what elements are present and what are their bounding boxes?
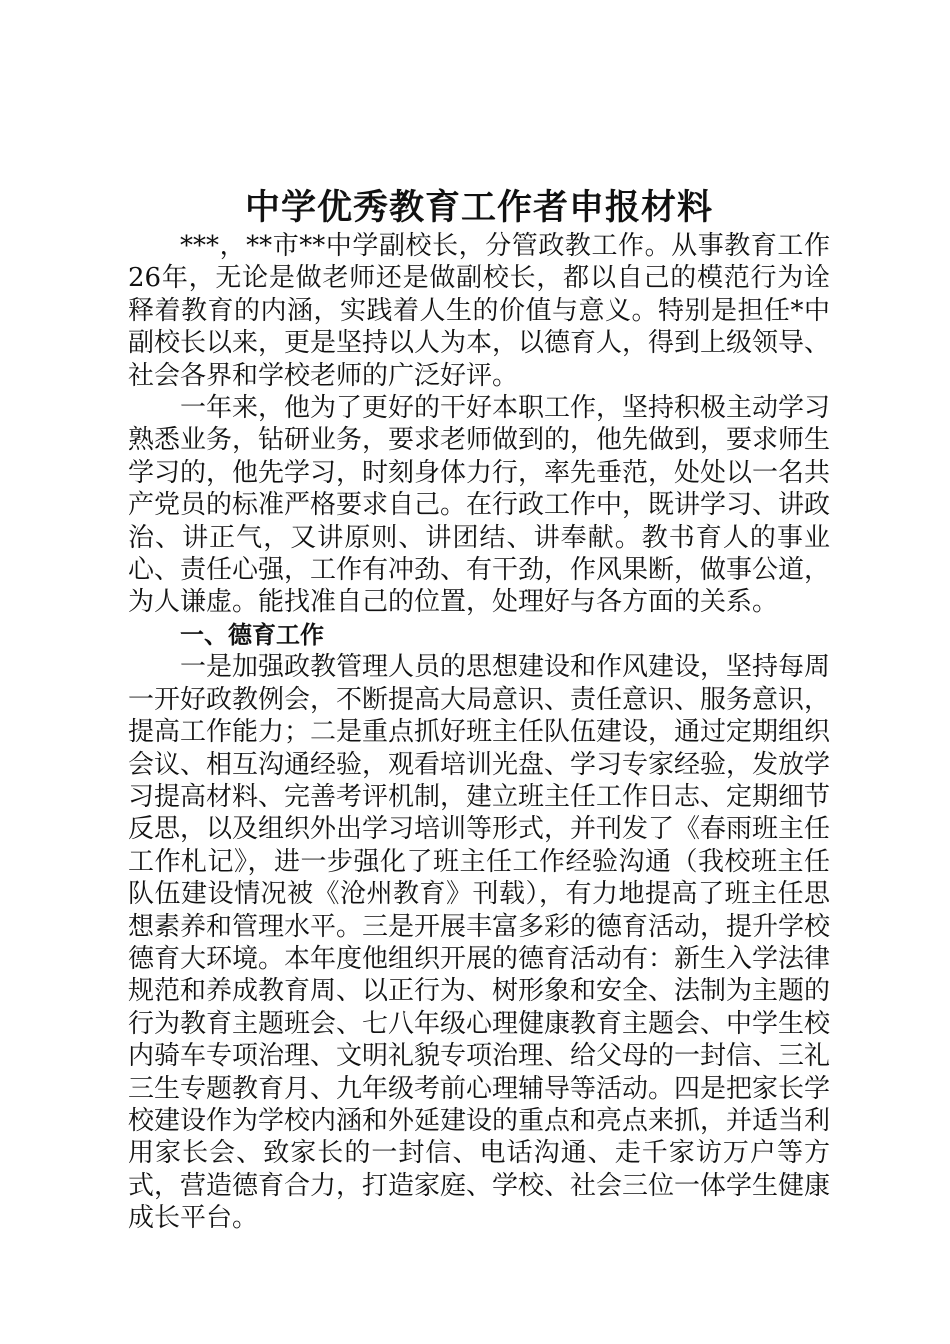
section-heading-moral-education: 一、德育工作	[180, 620, 324, 649]
intro-paragraph: ***，**市**中学副校长，分管政教工作。从事教育工作26年，无论是做老师还是做副校长，都以自己的模范行为诠释着教育的内涵，实践着人生的价值与意义。特别是担任*中副校长以来，更是坚持以人为本，以德育人，得到上级领导、社会各界和学校老师的广泛好评。	[128, 231, 831, 391]
work-attitude-paragraph: 一年来，他为了更好的干好本职工作，坚持积极主动学习熟悉业务，钻研业务，要求老师做到的，他先做到，要求师生学习的，他先学习，时刻身体力行，率先垂范，处处以一名共产党员的标准严格要求自己。在行政工作中，既讲学习、讲政治、讲正气，又讲原则、讲团结、讲奉献。教书育人的事业心、责任心强，工作有冲劲、有干劲，作风果断，做事公道，为人谦虚。能找准自己的位置，处理好与各方面的关系。	[128, 393, 831, 618]
document-page	[128, 186, 830, 1235]
moral-education-paragraph: 一是加强政教管理人员的思想建设和作风建设，坚持每周一开好政教例会，不断提高大局意识、责任意识、服务意识，提高工作能力；二是重点抓好班主任队伍建设，通过定期组织会议、相互沟通经验，观看培训光盘、学习专家经验，发放学习提高材料、完善考评机制，建立班主任工作日志、定期细节反思，以及组织外出学习培训等形式，并刊发了《春雨班主任工作札记》，进一步强化了班主任工作经验沟通（我校班主任队伍建设情况被《沧州教育》刊载），有力地提高了班主任思想素养和管理水平。三是开展丰富多彩的德育活动，提升学校德育大环境。本年度他组织开展的德育活动有：新生入学法律规范和养成教育周、以正行为、树形象和安全、法制为主题的行为教育主题班会、七八年级心理健康教育主题会、中学生校内骑车专项治理、文明礼貌专项治理、给父母的一封信、三礼三生专题教育月、九年级考前心理辅导等活动。四是把家长学校建设作为学校内涵和外延建设的重点和亮点来抓，并适当利用家长会、致家长的一封信、电话沟通、走千家访万户等方式，营造德育合力，打造家庭、学校、社会三位一体学生健康成长平台。	[128, 652, 831, 1234]
document-title: 中学优秀教育工作者申报材料	[244, 188, 713, 228]
